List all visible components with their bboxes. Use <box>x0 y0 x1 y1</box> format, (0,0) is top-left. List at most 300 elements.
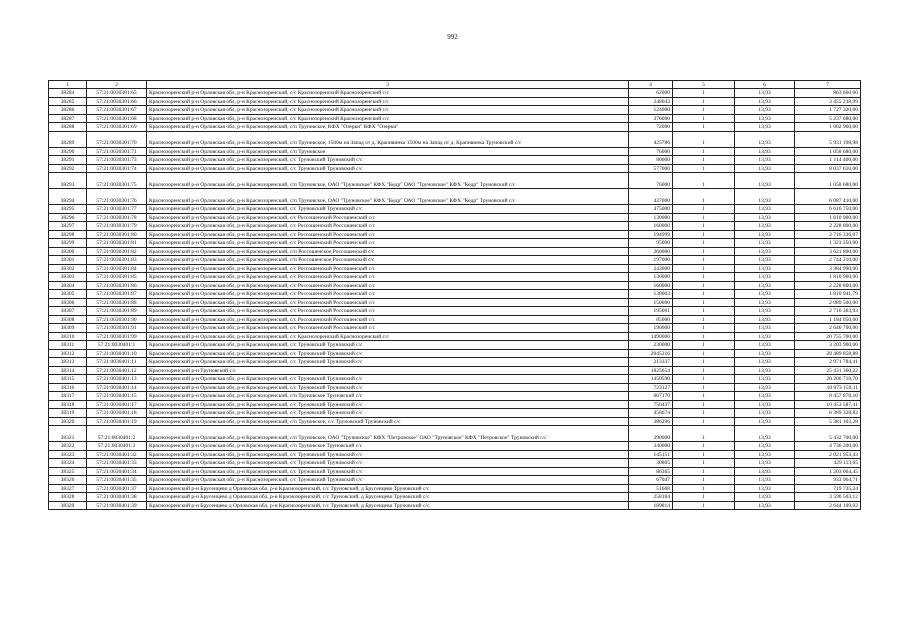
area-cell: 160000 <box>629 281 673 290</box>
count-cell: 1 <box>673 409 735 418</box>
cadastral-number-cell: 57:21:0030301:85 <box>87 273 147 282</box>
address-cell: Краснозоренский р-н Орловская обл, р-н Краснозоренский, с/с Труновский Труновский с/с <box>147 476 629 485</box>
count-cell: 1 <box>673 273 735 282</box>
area-cell: 1490000 <box>629 332 673 341</box>
row-number-cell: 38303 <box>49 273 87 282</box>
count-cell: 1 <box>673 493 735 502</box>
row-number-cell: 38295 <box>49 205 87 214</box>
value-cell: 6 389 328,82 <box>795 409 861 418</box>
area-cell: 76000 <box>629 147 673 156</box>
rate-cell: 13,93 <box>735 222 795 231</box>
column-header: 3 <box>147 81 629 89</box>
table-row <box>49 392 861 401</box>
rate-cell: 13,93 <box>735 315 795 324</box>
table-row <box>49 349 861 358</box>
cadastral-number-cell: 57:21:0030301:87 <box>87 290 147 299</box>
count-cell: 1 <box>673 307 735 316</box>
address-cell: Краснозоренский р-н Орловская обл, р-н Краснозоренский, с/с Россошенский Россошенский с/с <box>147 290 629 299</box>
count-cell: 1 <box>673 375 735 384</box>
area-cell: 1825654 <box>629 366 673 375</box>
table-row <box>49 256 861 265</box>
value-cell: 2 228 800,00 <box>795 281 861 290</box>
page-number: 992 <box>447 33 458 41</box>
row-number-cell: 38315 <box>49 375 87 384</box>
row-number-cell: 38306 <box>49 298 87 307</box>
count-cell: 1 <box>673 173 735 189</box>
count-cell: 1 <box>673 131 735 147</box>
cadastral-number-cell: 57:21:0030401:33 <box>87 459 147 468</box>
cadastral-number-cell: 57:21:0030301:78 <box>87 213 147 222</box>
table-row <box>49 97 861 106</box>
address-cell: Краснозоренский р-н Орловская обл, р-н Краснозоренский, с/п Труновское, 1500м на Запад от д. Крапивинка 1500м на Запад от д. Крапивинка Труновский с/с <box>147 131 629 147</box>
area-cell: 160000 <box>629 222 673 231</box>
value-cell: 3 384 990,00 <box>795 264 861 273</box>
address-cell: Краснозоренский р-н Орловская обл, р-н Краснозоренский, с/с Краснозоренский Краснозоренский с/с <box>147 332 629 341</box>
rate-cell: 13,93 <box>735 366 795 375</box>
value-cell: 10 073 159,11 <box>795 383 861 392</box>
rate-cell: 13,93 <box>735 476 795 485</box>
cadastral-number-cell: 57:21:0030401:12 <box>87 366 147 375</box>
rate-cell: 13,93 <box>735 493 795 502</box>
cadastral-number-cell: 57:21:0030401:10 <box>87 349 147 358</box>
rate-cell: 13,93 <box>735 450 795 459</box>
cadastral-number-cell: 57:21:0030301:75 <box>87 173 147 189</box>
address-cell: Краснозоренский р-н Орловская обл, р-н Краснозоренский, с/п Труновское, КФХ "Озерки" КФХ "Озерки" <box>147 123 629 132</box>
area-cell: 425786 <box>629 131 673 147</box>
document-sheet <box>48 80 860 510</box>
area-cell: 376000 <box>629 114 673 123</box>
count-cell: 1 <box>673 97 735 106</box>
value-cell: 8 037 610,00 <box>795 164 861 173</box>
value-cell: 2 716 363,93 <box>795 307 861 316</box>
cadastral-number-cell: 57:21:0030301:73 <box>87 156 147 165</box>
value-cell: 4 736 200,00 <box>795 442 861 451</box>
area-cell: 458674 <box>629 409 673 418</box>
row-number-cell: 38302 <box>49 264 87 273</box>
count-cell: 1 <box>673 123 735 132</box>
cadastral-number-cell: 57:21:0030401:17 <box>87 400 147 409</box>
row-number-cell: 38298 <box>49 230 87 239</box>
table-row <box>49 341 861 350</box>
table-row <box>49 450 861 459</box>
rate-cell: 13,93 <box>735 239 795 248</box>
table-row <box>49 383 861 392</box>
count-cell: 1 <box>673 324 735 333</box>
cadastral-number-cell: 57:21:0030401:3 <box>87 442 147 451</box>
table-row <box>49 375 861 384</box>
count-cell: 1 <box>673 239 735 248</box>
address-cell: Краснозоренский р-н Орловская обл, р-н Краснозоренский, с/с Россошенский Россошенский с/с <box>147 298 629 307</box>
address-cell: Краснозоренский р-н Орловская обл, р-н Краснозоренский, с/с Труновский Труновский с/с <box>147 164 629 173</box>
rate-cell: 13,93 <box>735 417 795 426</box>
address-cell: Краснозоренский р-н Орловская обл, р-н Краснозоренский, с/с Россошенский Россошенский с/с <box>147 281 629 290</box>
count-cell: 1 <box>673 164 735 173</box>
value-cell: 5 432 700,00 <box>795 426 861 442</box>
table-row <box>49 476 861 485</box>
address-cell: Краснозоренский р-н Орловская обл, р-н Краснозоренский, с/п Труновское <box>147 147 629 156</box>
area-cell: 197000 <box>629 256 673 265</box>
row-number-cell: 38328 <box>49 493 87 502</box>
table-row <box>49 114 861 123</box>
row-number-cell: 38327 <box>49 484 87 493</box>
area-cell: 76000 <box>629 173 673 189</box>
count-cell: 1 <box>673 247 735 256</box>
table-row <box>49 239 861 248</box>
area-cell: 30805 <box>629 459 673 468</box>
cadastral-number-cell: 57:21:0030301:79 <box>87 222 147 231</box>
cadastral-number-cell: 57:21:0030301:83 <box>87 256 147 265</box>
value-cell: 10 453 587,41 <box>795 400 861 409</box>
rate-cell: 13,93 <box>735 256 795 265</box>
address-cell: Краснозоренский р-н Орловская обл, р-н Краснозоренский, с/п Труновское, ОАО "Труновское" КФХ "Петровское" ОАО "Труновское" КФХ "Петровское" Труновский с/с <box>147 426 629 442</box>
address-cell: Краснозоренский р-н Орловская обл, р-н Краснозоренский, с/с Труновский Труновский с/с <box>147 349 629 358</box>
rate-cell: 13,93 <box>735 459 795 468</box>
row-number-cell: 38305 <box>49 290 87 299</box>
rate-cell: 13,93 <box>735 106 795 115</box>
area-cell: 750437 <box>629 400 673 409</box>
address-cell: Краснозоренский р-н Орловская обл, р-н Краснозоренский, с/п Труновское, с/с Труновский Труновский с/с <box>147 417 629 426</box>
area-cell: 607170 <box>629 392 673 401</box>
count-cell: 1 <box>673 442 735 451</box>
count-cell: 1 <box>673 189 735 205</box>
rate-cell: 13,93 <box>735 467 795 476</box>
address-cell: Краснозоренский р-н Орловская обл, р-н Краснозоренский, с/с Труновский Труновский с/с <box>147 383 629 392</box>
area-cell: 62000 <box>629 89 673 98</box>
area-cell: 145151 <box>629 450 673 459</box>
cadastral-number-cell: 57:21:0030401:37 <box>87 484 147 493</box>
rate-cell: 13,93 <box>735 383 795 392</box>
row-number-cell: 38289 <box>49 131 87 147</box>
address-cell: Краснозоренский р-н Орловская обл, р-н Краснозоренский, с/с Россошенский Россошенский с/с <box>147 324 629 333</box>
value-cell: 3 596 503,12 <box>795 493 861 502</box>
table-row <box>49 358 861 367</box>
table-row <box>49 147 861 156</box>
table-row <box>49 123 861 132</box>
column-header: 4 <box>629 81 673 89</box>
table-row <box>49 164 861 173</box>
count-cell: 1 <box>673 400 735 409</box>
table-row <box>49 307 861 316</box>
table-row <box>49 501 861 510</box>
value-cell: 3 621 800,00 <box>795 247 861 256</box>
table-row <box>49 290 861 299</box>
cadastral-number-cell: 57:21:0030301:77 <box>87 205 147 214</box>
row-number-cell: 38294 <box>49 189 87 205</box>
count-cell: 1 <box>673 358 735 367</box>
table-row <box>49 459 861 468</box>
area-cell: 95000 <box>629 239 673 248</box>
area-cell: 2045216 <box>629 349 673 358</box>
area-cell: 243000 <box>629 264 673 273</box>
cadastral-number-cell: 57:21:0030401:19 <box>87 417 147 426</box>
value-cell: 1 727 320,00 <box>795 106 861 115</box>
cadastral-number-cell: 57:21:0030301:89 <box>87 307 147 316</box>
cadastral-number-cell: 57:21:0030401:35 <box>87 476 147 485</box>
count-cell: 1 <box>673 459 735 468</box>
rate-cell: 13,93 <box>735 290 795 299</box>
address-cell: Краснозоренский р-н Труновский с/с <box>147 366 629 375</box>
address-cell: Краснозоренский р-н Орловская обл, р-н Краснозоренский, с/с Труновский Труновский с/с <box>147 375 629 384</box>
cadastral-number-cell: 57:21:0030301:65 <box>87 89 147 98</box>
count-cell: 1 <box>673 213 735 222</box>
cadastral-number-cell: 57:21:0030301:70 <box>87 131 147 147</box>
rate-cell: 13,93 <box>735 189 795 205</box>
address-cell: Краснозоренский р-н Орловская обл, р-н Краснозоренский, с/с Краснозоренский Краснозоренский с/с <box>147 114 629 123</box>
area-cell: 390000 <box>629 426 673 442</box>
area-cell: 51668 <box>629 484 673 493</box>
cadastral-number-cell: 57:21:0030301:80 <box>87 230 147 239</box>
value-cell: 1 114 400,00 <box>795 156 861 165</box>
address-cell: Краснозоренский р-н Брусенцево д Орловская обл, р-н Краснозоренский, с/с Труновский, д Брусенцево Труновский с/с <box>147 501 629 510</box>
area-cell: 230000 <box>629 341 673 350</box>
value-cell: 2 646 700,00 <box>795 324 861 333</box>
cadastral-number-cell: 57:21:0030401:1 <box>87 341 147 350</box>
value-cell: 6 087 410,00 <box>795 189 861 205</box>
row-number-cell: 38313 <box>49 358 87 367</box>
count-cell: 1 <box>673 106 735 115</box>
column-header: 1 <box>49 81 87 89</box>
area-cell: 150000 <box>629 298 673 307</box>
table-row <box>49 400 861 409</box>
row-number-cell: 38309 <box>49 324 87 333</box>
table-row <box>49 205 861 214</box>
value-cell: 2 644 109,02 <box>795 501 861 510</box>
table-row <box>49 409 861 418</box>
address-cell: Краснозоренский р-н Орловская обл, р-н Краснозоренский, с/с Труновский Труновский с/с <box>147 459 629 468</box>
value-cell: 1 810 900,00 <box>795 273 861 282</box>
address-cell: Краснозоренский р-н Орловская обл, р-н Краснозоренский, с/с Россошенский Россошенский с/с <box>147 213 629 222</box>
cadastral-number-cell: 57:21:0030401:14 <box>87 383 147 392</box>
value-cell: 20 206 718,70 <box>795 375 861 384</box>
rate-cell: 13,93 <box>735 332 795 341</box>
table-row <box>49 273 861 282</box>
rate-cell: 13,93 <box>735 247 795 256</box>
count-cell: 1 <box>673 264 735 273</box>
count-cell: 1 <box>673 450 735 459</box>
row-number-cell: 38291 <box>49 156 87 165</box>
value-cell: 1 058 680,00 <box>795 147 861 156</box>
rate-cell: 13,93 <box>735 501 795 510</box>
column-header: 5 <box>673 81 735 89</box>
value-cell: 1 810 941,79 <box>795 290 861 299</box>
table-row <box>49 281 861 290</box>
cadastral-table <box>48 80 861 510</box>
column-header: 6 <box>735 81 795 89</box>
address-cell: Краснозоренский р-н Орловская обл, р-н Краснозоренский, с/п Россошенское Россошенский с/с <box>147 247 629 256</box>
rate-cell: 13,93 <box>735 484 795 493</box>
address-cell: Краснозоренский р-н Орловская обл, р-н Краснозоренский, с/с Труновский Труновский с/с <box>147 205 629 214</box>
row-number-cell: 38301 <box>49 256 87 265</box>
cadastral-number-cell: 57:21:0030301:88 <box>87 298 147 307</box>
rate-cell: 13,93 <box>735 426 795 442</box>
table-row <box>49 493 861 502</box>
table-row <box>49 324 861 333</box>
row-number-cell: 38293 <box>49 173 87 189</box>
cadastral-number-cell: 57:21:0030301:81 <box>87 239 147 248</box>
value-cell: 933 964,71 <box>795 476 861 485</box>
row-number-cell: 38323 <box>49 450 87 459</box>
rate-cell: 13,93 <box>735 97 795 106</box>
table-row <box>49 106 861 115</box>
row-number-cell: 38325 <box>49 467 87 476</box>
count-cell: 1 <box>673 349 735 358</box>
cadastral-number-cell: 57:21:0030401:13 <box>87 375 147 384</box>
area-cell: 258184 <box>629 493 673 502</box>
row-number-cell: 38324 <box>49 459 87 468</box>
value-cell: 3 455 238,99 <box>795 97 861 106</box>
rate-cell: 13,93 <box>735 131 795 147</box>
table-row <box>49 366 861 375</box>
rate-cell: 13,93 <box>735 281 795 290</box>
value-cell: 2 089 500,00 <box>795 298 861 307</box>
address-cell: Краснозоренский р-н Орловская обл, р-н Краснозоренский, с/с Труновский Труновский с/с <box>147 341 629 350</box>
count-cell: 1 <box>673 417 735 426</box>
cadastral-number-cell: 57:21:0030301:71 <box>87 147 147 156</box>
row-number-cell: 38296 <box>49 213 87 222</box>
area-cell: 194999 <box>629 230 673 239</box>
area-cell: 475000 <box>629 205 673 214</box>
table-row <box>49 484 861 493</box>
address-cell: Краснозоренский р-н Орловская обл, р-н Краснозоренский, с/с Труновский Труновский с/с <box>147 358 629 367</box>
cadastral-number-cell: 57:21:0030401:2 <box>87 426 147 442</box>
count-cell: 1 <box>673 230 735 239</box>
value-cell: 5 381 103,28 <box>795 417 861 426</box>
area-cell: 260000 <box>629 247 673 256</box>
value-cell: 5 237 680,00 <box>795 114 861 123</box>
value-cell: 2 716 336,07 <box>795 230 861 239</box>
rate-cell: 13,93 <box>735 230 795 239</box>
rate-cell: 13,93 <box>735 156 795 165</box>
address-cell: Краснозоренский р-н Брусенцево д Орловская обл, р-н Краснозоренский, с/с Труновский, д Брусенцево Труновский с/с <box>147 484 629 493</box>
count-cell: 1 <box>673 467 735 476</box>
table-header-row <box>49 81 861 89</box>
address-cell: Краснозоренский р-н Орловская обл, р-н Краснозоренский, с/с Россошенский Россошенский с/с <box>147 239 629 248</box>
row-number-cell: 38297 <box>49 222 87 231</box>
area-cell: 86365 <box>629 467 673 476</box>
address-cell: Краснозоренский р-н Орловская обл, р-н Краснозоренский, с/с Россошенский Россошенский с/с <box>147 222 629 231</box>
rate-cell: 13,93 <box>735 392 795 401</box>
table-row <box>49 156 861 165</box>
table-row <box>49 332 861 341</box>
address-cell: Краснозоренский р-н Орловская обл, р-н Краснозоренский, с/с Труновский Труновский с/с <box>147 400 629 409</box>
row-number-cell: 38310 <box>49 332 87 341</box>
address-cell: Краснозоренский р-н Орловская обл, р-н Краснозоренский, с/с Труновский Труновский с/с <box>147 156 629 165</box>
rate-cell: 13,93 <box>735 375 795 384</box>
address-cell: Краснозоренский р-н Орловская обл, р-н Краснозоренский, с/с Труновский Труновский с/с <box>147 450 629 459</box>
rate-cell: 13,93 <box>735 114 795 123</box>
cadastral-number-cell: 57:21:0030301:68 <box>87 114 147 123</box>
area-cell: 1450590 <box>629 375 673 384</box>
row-number-cell: 38307 <box>49 307 87 316</box>
row-number-cell: 38285 <box>49 97 87 106</box>
cadastral-number-cell: 57:21:0030301:66 <box>87 97 147 106</box>
address-cell: Краснозоренский р-н Орловская обл, р-н Краснозоренский, с/с Краснозоренский Краснозоренский с/с <box>147 106 629 115</box>
address-cell: Краснозоренский р-н Орловская обл, р-н Краснозоренский, с/с Россошенский Россошенский с/с <box>147 307 629 316</box>
row-number-cell: 38308 <box>49 315 87 324</box>
table-row <box>49 222 861 231</box>
cadastral-number-cell: 57:21:0030401:32 <box>87 450 147 459</box>
row-number-cell: 38311 <box>49 341 87 350</box>
area-cell: 213337 <box>629 358 673 367</box>
cadastral-number-cell: 57:21:0030401:15 <box>87 392 147 401</box>
area-cell: 340000 <box>629 442 673 451</box>
value-cell: 429 113,65 <box>795 459 861 468</box>
value-cell: 2 744 210,00 <box>795 256 861 265</box>
address-cell: Краснозоренский р-н Орловская обл, р-н Краснозоренский, с/с Краснозоренский Краснозоренский с/с <box>147 89 629 98</box>
table-row <box>49 426 861 442</box>
area-cell: 72000 <box>629 123 673 132</box>
table-row <box>49 442 861 451</box>
address-cell: Краснозоренский р-н Орловская обл, р-н Краснозоренский, с/п Труновское, ОАО "Труновское" КФХ "Кедр" ОАО "Труновское" КФХ "Кедр" Труновский с/с <box>147 189 629 205</box>
count-cell: 1 <box>673 332 735 341</box>
address-cell: Краснозоренский р-н Орловская обл, р-н Краснозоренский, с/с Россошенский Россошенский с/с <box>147 273 629 282</box>
address-cell: Краснозоренский р-н Орловская обл, р-н Краснозоренский, с/с Россошенский Россошенский с/с <box>147 315 629 324</box>
count-cell: 1 <box>673 281 735 290</box>
area-cell: 80000 <box>629 156 673 165</box>
area-cell: 195001 <box>629 307 673 316</box>
row-number-cell: 38314 <box>49 366 87 375</box>
count-cell: 1 <box>673 341 735 350</box>
cadastral-number-cell: 57:21:0030301:67 <box>87 106 147 115</box>
address-cell: Краснозоренский р-н Орловская обл, р-н Краснозоренский, с/с Россошенский Россошенский с/с <box>147 264 629 273</box>
count-cell: 1 <box>673 501 735 510</box>
row-number-cell: 38317 <box>49 392 87 401</box>
table-row <box>49 264 861 273</box>
row-number-cell: 38299 <box>49 239 87 248</box>
address-cell: Краснозоренский р-н Орловская обл, р-н Краснозоренский, с/с Россошенский Россошенский с/с <box>147 230 629 239</box>
rate-cell: 13,93 <box>735 358 795 367</box>
count-cell: 1 <box>673 366 735 375</box>
value-cell: 3 203 900,00 <box>795 341 861 350</box>
rate-cell: 13,93 <box>735 89 795 98</box>
count-cell: 1 <box>673 256 735 265</box>
address-cell: Краснозоренский р-н Орловская обл, р-н Краснозоренский, с/с Краснозоренский Краснозоренский с/с <box>147 97 629 106</box>
rate-cell: 13,93 <box>735 341 795 350</box>
count-cell: 1 <box>673 298 735 307</box>
rate-cell: 13,93 <box>735 147 795 156</box>
cadastral-number-cell: 57:21:0030401:18 <box>87 409 147 418</box>
column-header: 7 <box>795 81 861 89</box>
cadastral-number-cell: 57:21:0030401:11 <box>87 358 147 367</box>
rate-cell: 13,93 <box>735 349 795 358</box>
value-cell: 719 735,24 <box>795 484 861 493</box>
table-row <box>49 89 861 98</box>
area-cell: 248043 <box>629 97 673 106</box>
value-cell: 2 971 784,41 <box>795 358 861 367</box>
rate-cell: 13,93 <box>735 123 795 132</box>
address-cell: Краснозоренский р-н Орловская обл, р-н Краснозоренский, с/п Труновское, ОАО "Труновское" КФХ "Кедр" ОАО "Труновское" КФХ "Кедр" Труновский с/с <box>147 173 629 189</box>
value-cell: 6 616 750,00 <box>795 205 861 214</box>
cadastral-number-cell: 57:21:0030301:74 <box>87 164 147 173</box>
address-cell: Краснозоренский р-н Орловская обл, р-н Краснозоренский, с/с Труновский Труновский с/с <box>147 409 629 418</box>
row-number-cell: 38326 <box>49 476 87 485</box>
table-row <box>49 131 861 147</box>
cadastral-number-cell: 57:21:0030401:39 <box>87 501 147 510</box>
count-cell: 1 <box>673 392 735 401</box>
count-cell: 1 <box>673 383 735 392</box>
value-cell: 2 228 800,00 <box>795 222 861 231</box>
value-cell: 20 755 700,00 <box>795 332 861 341</box>
area-cell: 189814 <box>629 501 673 510</box>
row-number-cell: 38312 <box>49 349 87 358</box>
area-cell: 85000 <box>629 315 673 324</box>
row-number-cell: 38286 <box>49 106 87 115</box>
cadastral-number-cell: 57:21:0030401:38 <box>87 493 147 502</box>
count-cell: 1 <box>673 484 735 493</box>
count-cell: 1 <box>673 114 735 123</box>
rate-cell: 13,93 <box>735 324 795 333</box>
value-cell: 1 002 960,00 <box>795 123 861 132</box>
